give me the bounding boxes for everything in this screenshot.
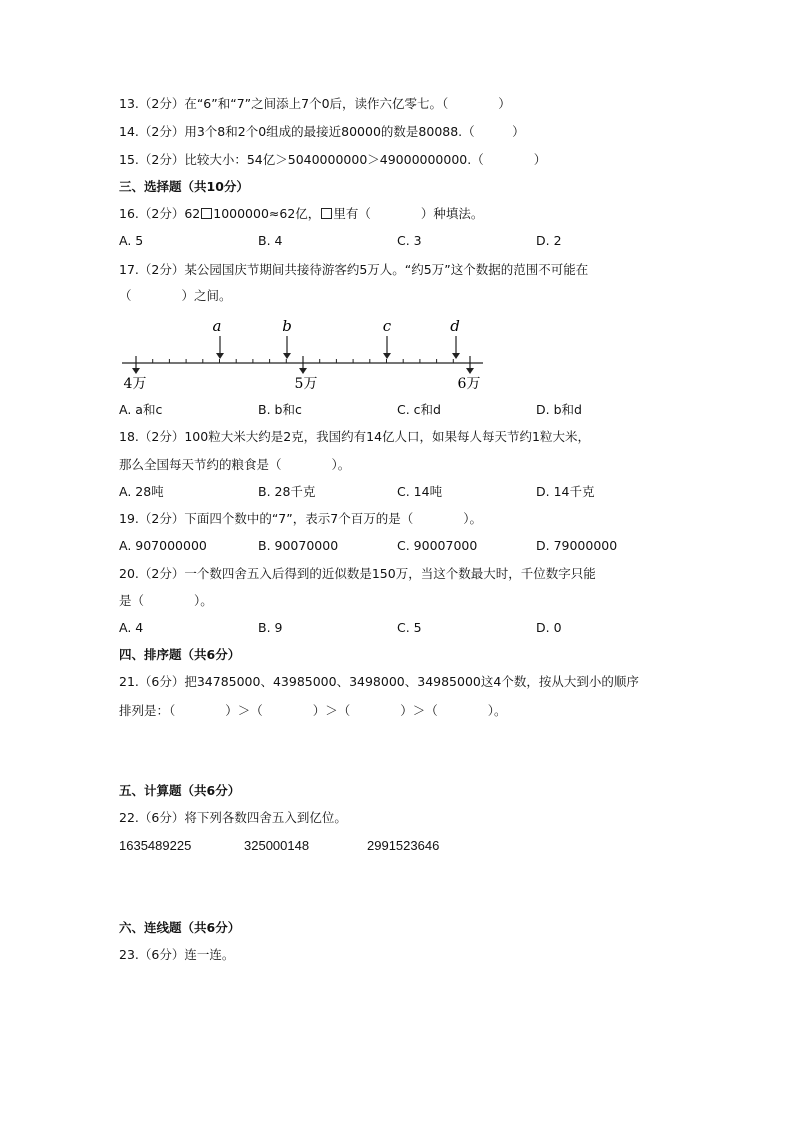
q22-number-2: 325000148 — [244, 838, 310, 853]
tick-arrow-6wan — [466, 356, 474, 374]
question-17-line2: （ ）之间。 — [119, 288, 232, 303]
q19-option-c: C. 90007000 — [397, 538, 478, 553]
q18-option-a: A. 28吨 — [119, 484, 164, 499]
pointer-a — [213, 317, 224, 359]
section-title-matching: 六、连线题（共6分） — [119, 920, 241, 935]
question-20-line2: 是（ ）。 — [119, 593, 213, 608]
tick-label-5wan: 5万 — [294, 376, 318, 392]
q22-number-3: 2991523646 — [367, 838, 440, 853]
q16-option-d: D. 2 — [536, 233, 562, 248]
number-line-figure — [110, 312, 500, 396]
pointer-d — [450, 317, 460, 359]
q16-option-c: C. 3 — [397, 233, 422, 248]
question-17-line1: 17.（2分）某公园国庆节期间共接待游客约5万人。“约5万”这个数据的范围不可能在 — [119, 262, 589, 277]
tick-label-6wan: 6万 — [457, 376, 481, 392]
q16-option-b: B. 4 — [258, 233, 283, 248]
letter-d: d — [450, 317, 460, 335]
pointer-c — [383, 317, 392, 359]
section-title-choice: 三、选择题（共10分） — [119, 179, 249, 194]
tick-label-4wan: 4万 — [123, 376, 147, 392]
q17-option-c: C. c和d — [397, 402, 441, 417]
q17-option-b: B. b和c — [258, 402, 302, 417]
question-18-line1: 18.（2分）100粒大米大约是2克，我国约有14亿人口，如果每人每天节约1粒大米， — [119, 429, 591, 444]
question-15: 15.（2分）比较大小：54亿＞5040000000＞49000000000.（ ） — [119, 152, 547, 167]
q19-option-a: A. 907000000 — [119, 538, 207, 553]
question-19: 19.（2分）下面四个数中的“7”，表示7个百万的是（ ）。 — [119, 511, 482, 526]
question-20-line1: 20.（2分）一个数四舍五入后得到的近似数是150万，当这个数最大时，千位数字只能 — [119, 566, 596, 581]
q19-option-d: D. 79000000 — [536, 538, 618, 553]
q16-text-after2: 里有（ ）种填法。 — [333, 206, 484, 221]
question-18-line2: 那么全国每天节约的粮食是（ ）。 — [119, 457, 351, 472]
q16-option-a: A. 5 — [119, 233, 144, 248]
tick-arrow-4wan — [132, 356, 140, 374]
question-22: 22.（6分）将下列各数四舍五入到亿位。 — [119, 810, 347, 825]
q18-option-b: B. 28千克 — [258, 484, 316, 499]
q22-number-1: 1635489225 — [119, 838, 192, 853]
section-title-sorting: 四、排序题（共6分） — [119, 647, 241, 662]
q20-option-c: C. 5 — [397, 620, 422, 635]
q18-option-d: D. 14千克 — [536, 484, 595, 499]
question-14: 14.（2分）用3个8和2个0组成的最接近80000的数是80088.（ ） — [119, 124, 525, 139]
q20-option-b: B. 9 — [258, 620, 283, 635]
q16-text-before: 16.（2分）62 — [119, 206, 201, 221]
section-title-calculation: 五、计算题（共6分） — [119, 783, 241, 798]
q16-text-after: 1000000≈62亿， — [213, 206, 321, 221]
blank-box-icon — [201, 208, 212, 219]
letter-c: c — [382, 317, 392, 335]
question-21-line1: 21.（6分）把34785000、43985000、3498000、34985000这4个数，按从大到小的顺序 — [119, 674, 639, 689]
letter-b: b — [282, 317, 292, 335]
question-21-line2: 排列是：（ ）＞（ ）＞（ ）＞（ ）。 — [119, 703, 507, 718]
letter-a: a — [212, 317, 222, 335]
tick-arrow-5wan — [299, 356, 307, 374]
question-13: 13.（2分）在“6”和“7”之间添上7个0后，读作六亿零七。（ ） — [119, 96, 511, 111]
q18-option-c: C. 14吨 — [397, 484, 443, 499]
question-16 — [119, 206, 483, 222]
q20-option-d: D. 0 — [536, 620, 562, 635]
q17-option-d: D. b和d — [536, 402, 582, 417]
blank-box-icon — [321, 208, 332, 219]
q20-option-a: A. 4 — [119, 620, 144, 635]
q19-option-b: B. 90070000 — [258, 538, 339, 553]
question-23: 23.（6分）连一连。 — [119, 947, 235, 962]
pointer-b — [282, 317, 292, 359]
q17-option-a: A. a和c — [119, 402, 163, 417]
